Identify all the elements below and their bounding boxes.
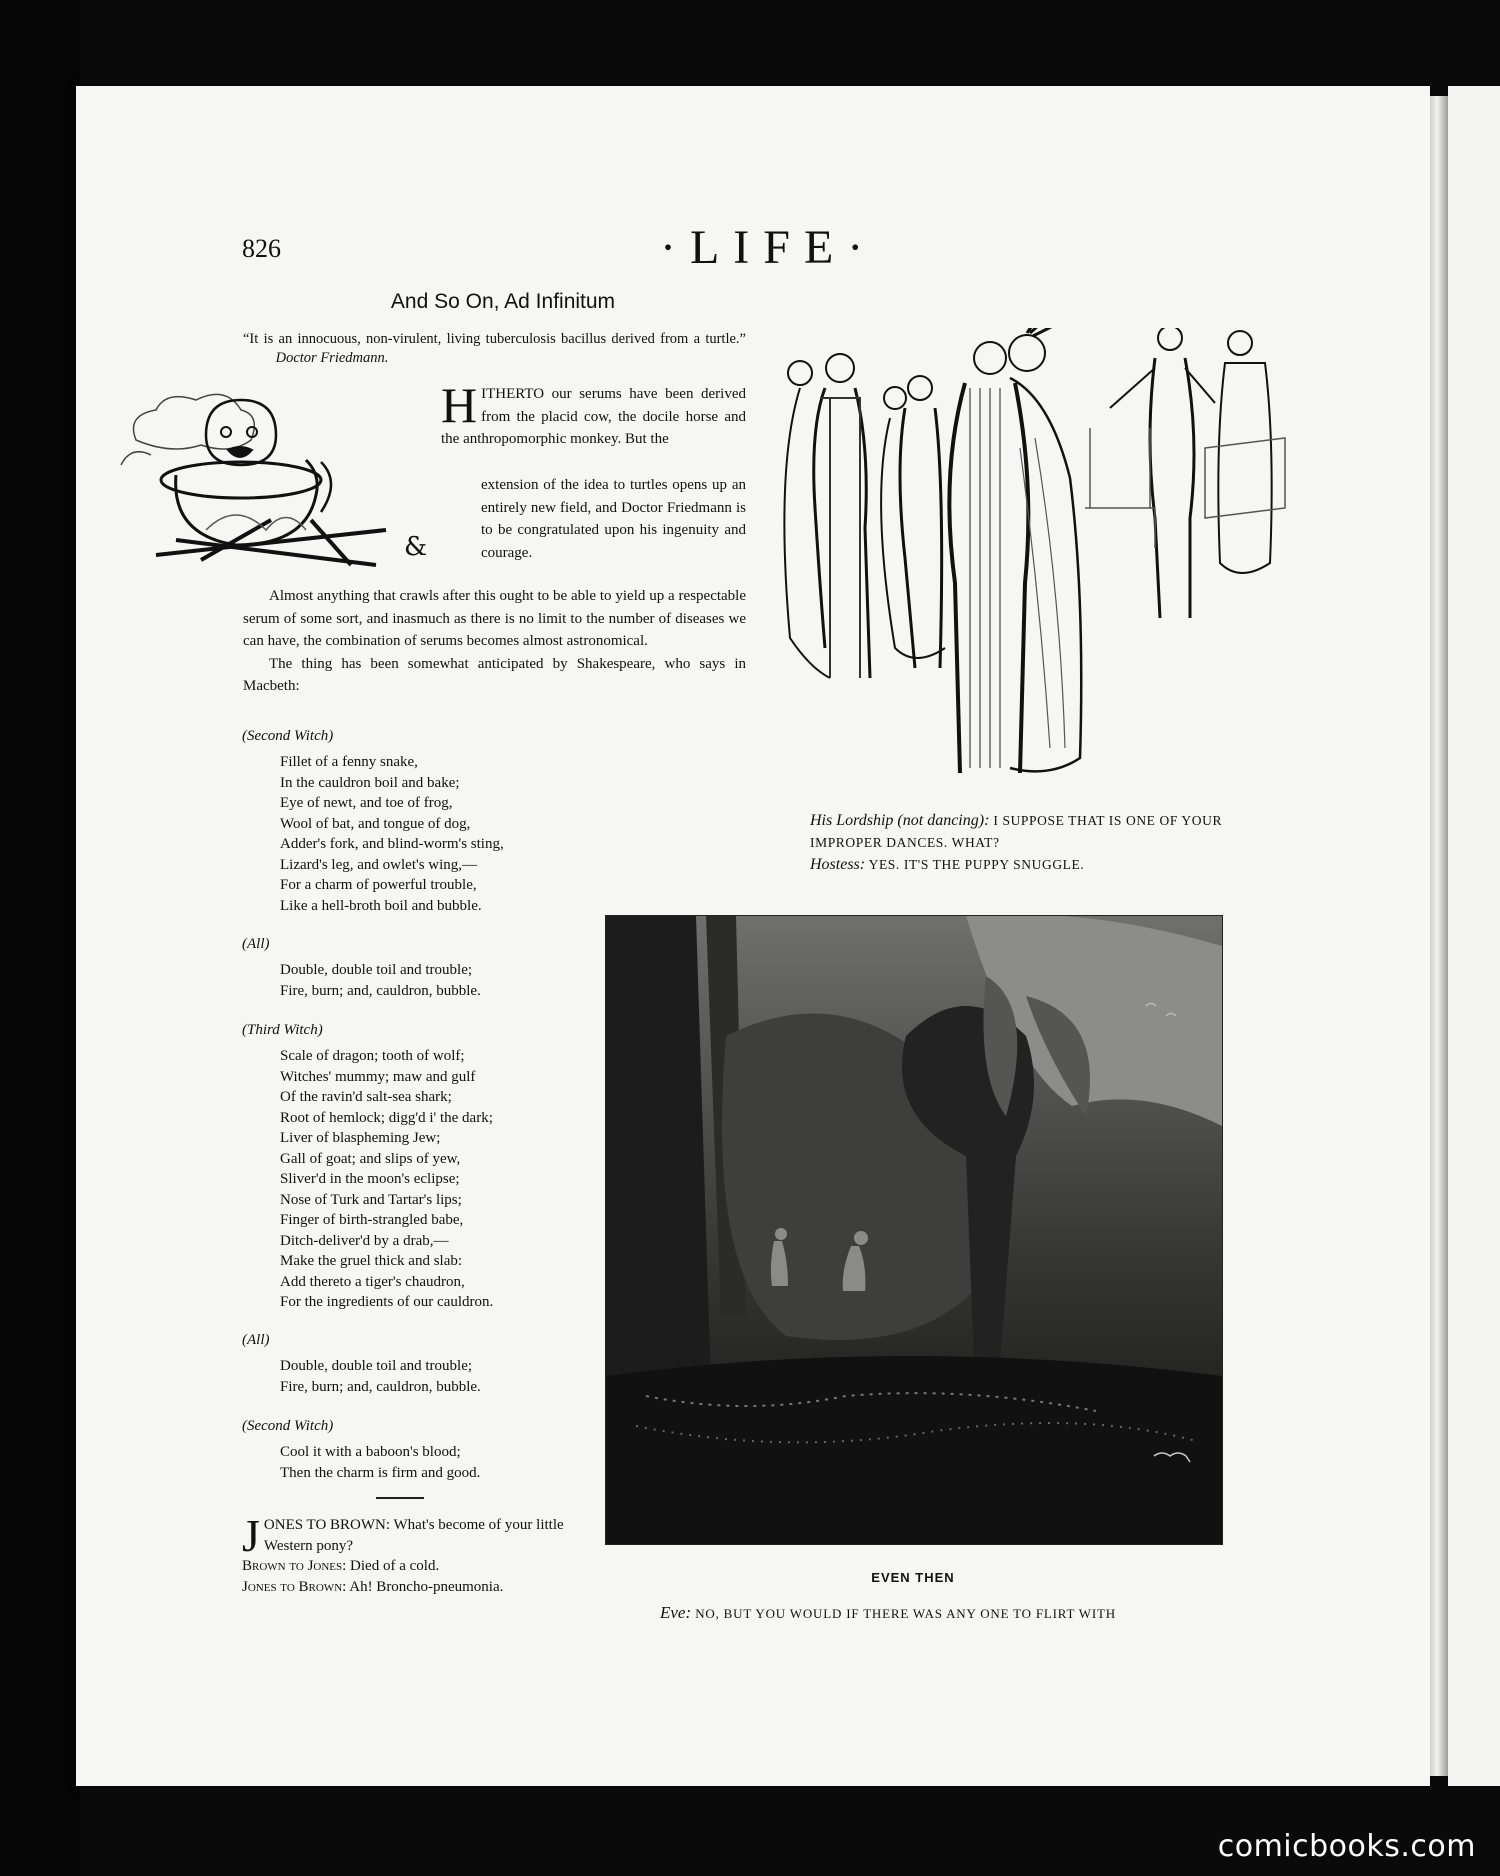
joke-speaker-brown: Brown to Jones xyxy=(242,1558,343,1574)
stanza xyxy=(280,1046,493,1313)
verse-line: For the ingredients of our cauldron. xyxy=(280,1294,494,1310)
page-number: 826 xyxy=(242,234,281,263)
epigraph xyxy=(243,330,746,368)
epigraph-attribution: Doctor Friedmann. xyxy=(275,350,389,366)
verse-line: Nose of Turk and Tartar's lips; xyxy=(280,1191,462,1208)
stanza xyxy=(280,1442,480,1483)
section-divider xyxy=(376,1497,424,1499)
verse-line: Double, double toil and trouble; xyxy=(280,962,473,978)
verse-line: Ditch-deliver'd by a drab,— xyxy=(280,1232,449,1249)
verse-line: Double, double toil and trouble; xyxy=(280,1358,473,1374)
verse-line: Sliver'd in the moon's eclipse; xyxy=(280,1171,460,1187)
paragraph-hitherto-text: ITHERTO our serums have been derived from the placid cow, the docile horse and the anthropomorphic monkey. But the xyxy=(441,386,746,447)
joke-line-3: : Ah! Broncho-pneumonia. xyxy=(342,1578,504,1595)
speaker-his-lordship: His Lordship (not dancing): xyxy=(810,812,990,829)
stanza-label: (Second Witch) xyxy=(242,728,334,744)
speaker-hostess: Hostess: xyxy=(810,856,866,873)
verse-line: Like a hell-broth boil and bubble. xyxy=(280,897,482,914)
stanza xyxy=(280,1356,481,1397)
verse-line: Lizard's leg, and owlet's wing,— xyxy=(280,856,478,873)
caption-line-lordship xyxy=(770,810,1290,854)
verse-line: In the cauldron boil and bake; xyxy=(280,774,460,791)
masthead: ·LIFE· xyxy=(660,221,878,274)
epigraph-quote: “It is an innocuous, non-virulent, living tuberculosis bacillus derived from a turtle.” xyxy=(243,331,746,347)
verse-line: Scale of dragon; tooth of wolf; xyxy=(280,1048,465,1064)
article-title: And So On, Ad Infinitum xyxy=(390,290,616,313)
stanza xyxy=(280,960,481,1001)
joke-line-2: : Died of a cold. xyxy=(342,1558,440,1574)
verse-line: Gall of goat; and slips of yew, xyxy=(280,1150,461,1167)
verse-line: Fire, burn; and, cauldron, bubble. xyxy=(280,1378,481,1395)
paragraph-hitherto xyxy=(441,377,746,451)
verse-line: Eye of newt, and toe of frog, xyxy=(280,795,453,811)
verse-line: Cool it with a baboon's blood; xyxy=(280,1444,461,1460)
svg-text:&: & xyxy=(404,532,428,562)
drop-cap-j: J xyxy=(242,1510,260,1561)
verse-line: Witches' mummy; maw and gulf xyxy=(280,1068,476,1085)
paragraph-almost xyxy=(243,585,746,698)
verse-line: Of the ravin'd salt-sea shark; xyxy=(280,1089,452,1105)
stanza-label: (Third Witch) xyxy=(242,1022,323,1038)
verse-line: Adder's fork, and blind-worm's sting, xyxy=(280,836,504,852)
stanza xyxy=(280,752,504,916)
caption-line-hostess xyxy=(770,854,1290,876)
verse-line: Fire, burn; and, cauldron, bubble. xyxy=(280,982,481,999)
joke-jones-brown xyxy=(242,1510,567,1597)
verse-line: Make the gruel thick and slab: xyxy=(280,1253,463,1269)
page-gutter xyxy=(1430,96,1448,1776)
verse-line: Liver of blaspheming Jew; xyxy=(280,1130,441,1146)
even-then-painting xyxy=(605,915,1223,1545)
verse-line: Finger of birth-strangled babe, xyxy=(280,1212,464,1228)
stanza-label: (All) xyxy=(242,936,270,952)
verse-line: Fillet of a fenny snake, xyxy=(280,754,418,770)
cauldron-illustration xyxy=(116,390,456,570)
paragraph-hitherto-cont: extension of the idea to turtles opens up an entirely new field, and Doctor Friedmann is to be congratulated upon his ingenuity and courage. xyxy=(481,477,746,561)
verse-line: Add thereto a tiger's chaudron, xyxy=(280,1273,465,1290)
caption-text-eve: NO, BUT YOU WOULD IF THERE WAS ANY ONE TO FLIRT WITH xyxy=(695,1606,1116,1621)
joke-speaker-jones: Jones to Brown xyxy=(242,1578,343,1595)
caption-text-hostess: YES. IT'S THE PUPPY SNUGGLE. xyxy=(868,857,1085,872)
scan-border xyxy=(0,0,80,1876)
even-then-caption xyxy=(660,1603,1260,1623)
stanza-label: (All) xyxy=(242,1332,270,1348)
dance-caption xyxy=(770,810,1290,876)
even-then-title: EVEN THEN xyxy=(871,1570,955,1585)
verse-line: For a charm of powerful trouble, xyxy=(280,877,477,893)
stanza-label: (Second Witch) xyxy=(242,1418,334,1434)
dance-cartoon-illustration xyxy=(765,328,1305,798)
paragraph-almost-text: Almost anything that crawls after this ought to be able to yield up a respectable serum of some sort, and inasmuch as there is no limit to the number of diseases we can have, the combination of serums becomes almost astronomical. xyxy=(243,588,746,649)
caption-text-lordship: I SUPPOSE THAT IS ONE OF YOUR IMPROPER DANCES. WHAT? xyxy=(810,813,1223,850)
joke-line-1: ONES TO BROWN: What's become of your little Western pony? xyxy=(263,1517,564,1554)
verse-line: Wool of bat, and tongue of dog, xyxy=(280,815,471,832)
verse-line: Then the charm is firm and good. xyxy=(280,1464,481,1481)
next-page-edge xyxy=(1448,86,1500,1786)
speaker-eve: Eve: xyxy=(660,1603,692,1622)
verse-line: Root of hemlock; digg'd i' the dark; xyxy=(280,1109,493,1126)
drop-cap-h: H xyxy=(441,377,478,433)
paragraph-shakespeare: The thing has been somewhat anticipated by Shakespeare, who says in Macbeth: xyxy=(243,655,746,694)
watermark: comicbooks.com xyxy=(1217,1829,1476,1864)
